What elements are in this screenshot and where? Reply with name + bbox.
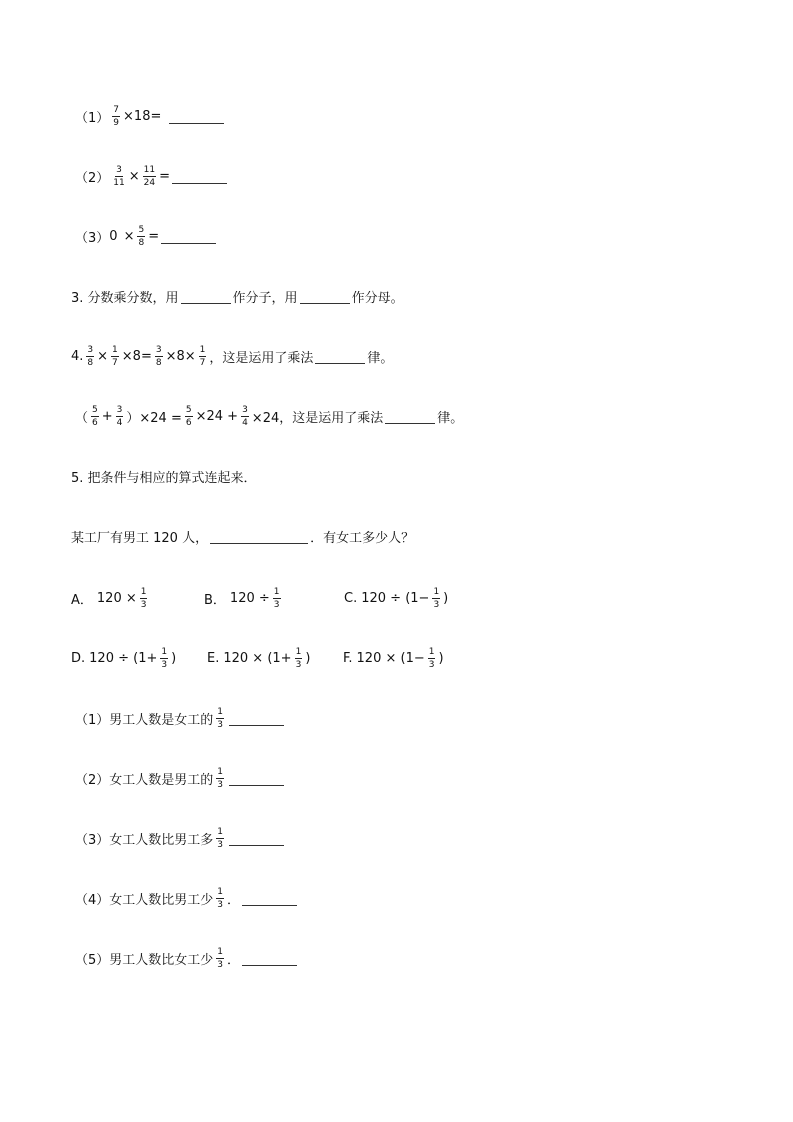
operator: ×8= bbox=[121, 348, 152, 364]
numerator: 3 bbox=[116, 404, 123, 415]
numerator: 1 bbox=[217, 826, 224, 837]
answer-blank[interactable] bbox=[242, 891, 297, 906]
paren-open: （ bbox=[75, 410, 89, 426]
question-3 bbox=[71, 281, 404, 311]
numerator: 5 bbox=[138, 224, 145, 235]
option-expression-tail: ) bbox=[305, 650, 311, 666]
denominator: 3 bbox=[217, 779, 224, 790]
answer-blank[interactable] bbox=[385, 409, 435, 424]
denominator: 3 bbox=[140, 599, 147, 610]
option-expression-tail: ) bbox=[443, 590, 449, 606]
condition-text: 男工人数比女工少 bbox=[109, 952, 214, 968]
numerator: 1 bbox=[112, 344, 118, 355]
numerator: 5 bbox=[185, 404, 192, 415]
numerator: 3 bbox=[116, 164, 122, 175]
item-1 bbox=[75, 101, 226, 131]
condition-1 bbox=[75, 703, 286, 733]
denominator: 4 bbox=[116, 417, 123, 428]
denominator: 3 bbox=[273, 599, 280, 610]
item-label: （3） bbox=[75, 230, 110, 246]
condition-2 bbox=[75, 763, 286, 793]
fraction bbox=[116, 405, 124, 428]
option-expression: 120 × (1+ bbox=[223, 650, 292, 666]
operator: × bbox=[123, 228, 135, 244]
fraction bbox=[112, 165, 125, 188]
numerator: 11 bbox=[143, 164, 156, 175]
expression-text: ）×24 = bbox=[126, 410, 182, 426]
operator: × bbox=[97, 348, 109, 364]
option-expression: 120 × bbox=[96, 590, 137, 606]
denominator: 7 bbox=[112, 357, 118, 368]
question-text: 5. 把条件与相应的算式连起来． bbox=[71, 470, 257, 486]
fraction bbox=[428, 647, 436, 670]
fraction bbox=[137, 225, 145, 248]
option-d bbox=[71, 643, 176, 673]
question-4-part-2 bbox=[75, 401, 463, 431]
answer-blank[interactable] bbox=[161, 229, 216, 244]
answer-blank[interactable] bbox=[229, 831, 284, 846]
denominator: 3 bbox=[433, 599, 440, 610]
denominator: 9 bbox=[113, 117, 120, 128]
item-2 bbox=[75, 161, 229, 191]
question-text: 3. 分数乘分数，用 bbox=[71, 290, 179, 306]
numerator: 1 bbox=[199, 344, 206, 355]
numerator: 1 bbox=[217, 706, 224, 717]
condition-dot: ． bbox=[227, 952, 241, 968]
numerator: 3 bbox=[242, 404, 248, 415]
numerator: 1 bbox=[140, 586, 147, 597]
expression-text: 18= bbox=[133, 108, 162, 124]
denominator: 8 bbox=[155, 357, 162, 368]
denominator: 6 bbox=[185, 417, 192, 428]
question-5-stem bbox=[71, 521, 414, 551]
question-5-title bbox=[71, 461, 257, 491]
denominator: 3 bbox=[161, 659, 168, 670]
option-c bbox=[344, 583, 448, 613]
item-label: （5） bbox=[75, 952, 110, 968]
question-text: 律。 bbox=[437, 410, 464, 426]
question-text: ．有女工多少人？ bbox=[310, 530, 415, 546]
item-label: （2） bbox=[75, 170, 110, 186]
option-expression: 120 × (1− bbox=[356, 650, 425, 666]
option-label: F. bbox=[343, 650, 353, 666]
condition-text: 女工人数是男工的 bbox=[109, 772, 214, 788]
denominator: 7 bbox=[199, 357, 206, 368]
numerator: 1 bbox=[217, 766, 224, 777]
numerator: 3 bbox=[155, 344, 162, 355]
answer-blank[interactable] bbox=[169, 109, 224, 124]
operator: + bbox=[101, 408, 113, 424]
numerator: 1 bbox=[433, 586, 440, 597]
fraction bbox=[295, 647, 303, 670]
numerator: 1 bbox=[161, 646, 168, 657]
answer-blank[interactable] bbox=[172, 169, 227, 184]
question-number: 4. bbox=[71, 348, 84, 364]
condition-text: 女工人数比男工多 bbox=[109, 832, 214, 848]
fraction bbox=[86, 345, 94, 368]
denominator: 3 bbox=[428, 659, 435, 670]
option-label: D. bbox=[71, 650, 86, 666]
option-expression-tail: ) bbox=[171, 650, 177, 666]
question-text: 某工厂有男工 120 人， bbox=[71, 530, 209, 546]
denominator: 8 bbox=[87, 357, 94, 368]
numerator: 1 bbox=[295, 646, 302, 657]
answer-blank[interactable] bbox=[300, 289, 350, 304]
condition-text: 女工人数比男工少 bbox=[109, 892, 214, 908]
denominator: 3 bbox=[217, 719, 224, 730]
answer-blank[interactable] bbox=[242, 951, 297, 966]
item-label: （4） bbox=[75, 892, 110, 908]
fraction bbox=[273, 587, 281, 610]
denominator: 8 bbox=[138, 237, 145, 248]
denominator: 24 bbox=[143, 177, 156, 188]
question-text: 律。 bbox=[367, 350, 394, 366]
fraction bbox=[216, 887, 224, 910]
option-label: A． bbox=[71, 592, 93, 608]
denominator: 11 bbox=[113, 177, 125, 188]
item-label: （1） bbox=[75, 712, 110, 728]
answer-blank[interactable] bbox=[229, 711, 284, 726]
option-expression-tail: ) bbox=[438, 650, 444, 666]
option-label: C. bbox=[344, 590, 358, 606]
option-expression: 120 ÷ (1+ bbox=[89, 650, 158, 666]
condition-4 bbox=[75, 883, 299, 913]
equals-sign: = bbox=[148, 228, 160, 244]
numerator: 1 bbox=[428, 646, 435, 657]
fraction bbox=[216, 767, 224, 790]
denominator: 6 bbox=[92, 417, 98, 428]
expression-text: ×24 + bbox=[195, 408, 239, 424]
fraction bbox=[241, 405, 249, 428]
question-text: 作分母。 bbox=[351, 290, 404, 306]
denominator: 3 bbox=[217, 839, 224, 850]
numerator: 3 bbox=[87, 344, 94, 355]
fraction bbox=[199, 345, 207, 368]
fraction bbox=[216, 947, 224, 970]
question-text: 作分子，用 bbox=[232, 290, 298, 306]
option-b bbox=[204, 583, 284, 613]
question-text: ×24，这是运用了乘法 bbox=[251, 410, 384, 426]
option-label: E. bbox=[207, 650, 220, 666]
answer-blank[interactable] bbox=[229, 771, 284, 786]
numerator: 1 bbox=[217, 886, 224, 897]
option-expression: 120 ÷ (1− bbox=[361, 590, 430, 606]
condition-dot: ． bbox=[227, 892, 241, 908]
condition-3 bbox=[75, 823, 286, 853]
fraction bbox=[91, 405, 99, 428]
operator: × bbox=[128, 168, 140, 184]
equals-sign: = bbox=[159, 168, 170, 184]
operator: ×8× bbox=[165, 348, 196, 364]
item-label: （1） bbox=[75, 110, 110, 126]
numerator: 1 bbox=[217, 946, 224, 957]
numerator: 5 bbox=[92, 404, 98, 415]
question-text: ，这是运用了乘法 bbox=[209, 350, 314, 366]
numerator: 1 bbox=[273, 586, 280, 597]
operator: × bbox=[123, 108, 134, 124]
fraction bbox=[112, 105, 120, 128]
fraction bbox=[216, 827, 224, 850]
fraction bbox=[143, 165, 156, 188]
option-e bbox=[207, 643, 310, 673]
condition-5 bbox=[75, 943, 299, 973]
answer-blank[interactable] bbox=[315, 349, 365, 364]
item-3 bbox=[75, 221, 218, 251]
fraction bbox=[216, 707, 224, 730]
fraction bbox=[432, 587, 440, 610]
numerator: 7 bbox=[113, 104, 120, 115]
denominator: 3 bbox=[217, 899, 224, 910]
denominator: 3 bbox=[295, 659, 302, 670]
condition-text: 男工人数是女工的 bbox=[109, 712, 214, 728]
question-4 bbox=[71, 341, 393, 371]
item-label: （3） bbox=[75, 832, 110, 848]
denominator: 3 bbox=[217, 959, 224, 970]
item-label: （2） bbox=[75, 772, 110, 788]
fraction bbox=[111, 345, 119, 368]
option-label: B． bbox=[204, 592, 226, 608]
option-a bbox=[71, 583, 150, 613]
answer-blank[interactable] bbox=[181, 289, 231, 304]
fraction bbox=[140, 587, 148, 610]
option-f bbox=[343, 643, 444, 673]
option-expression: 120 ÷ bbox=[229, 590, 270, 606]
denominator: 4 bbox=[242, 417, 248, 428]
fraction bbox=[160, 647, 168, 670]
answer-blank[interactable] bbox=[210, 529, 308, 544]
expression-text: 0 bbox=[109, 228, 118, 244]
fraction bbox=[155, 345, 163, 368]
fraction bbox=[185, 405, 193, 428]
